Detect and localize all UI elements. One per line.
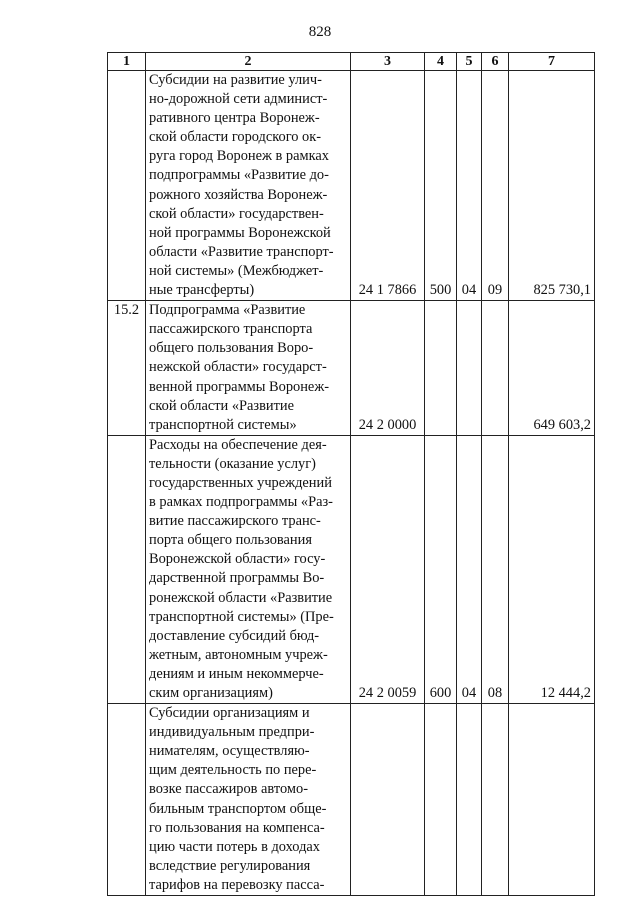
row-vr [425, 704, 457, 896]
name-line: транспортной системы» [149, 416, 297, 433]
name-line: вследствие регулирования [149, 857, 311, 874]
header-col-7: 7 [509, 53, 595, 71]
name-line: тарифов на перевозку пасса- [149, 876, 325, 893]
name-line: доставление субсидий бюд- [149, 627, 320, 644]
row-rz [457, 301, 482, 436]
header-col-3: 3 [351, 53, 425, 71]
row-rz [457, 704, 482, 896]
name-line: Воронежской области» госу- [149, 551, 326, 568]
name-line: общего пользования Воро- [149, 340, 314, 357]
header-col-2: 2 [146, 53, 351, 71]
name-line: венной программы Воронеж- [149, 378, 330, 395]
name-line: государственных учреждений [149, 474, 332, 491]
name-line: ной программы Воронежской [149, 224, 331, 241]
name-line: ной системы» (Межбюджет- [149, 262, 324, 279]
row-pr: 08 [482, 435, 509, 703]
name-line: ской области городского ок- [149, 129, 322, 146]
name-line: ской области» государствен- [149, 205, 324, 222]
name-line: Расходы на обеспечение дея- [149, 436, 327, 453]
header-col-1: 1 [108, 53, 146, 71]
row-code: 24 1 7866 [351, 71, 425, 301]
name-line: рожного хозяйства Воронеж- [149, 186, 328, 203]
table-row [108, 71, 595, 301]
name-line: транспортной системы» (Пре- [149, 608, 334, 625]
row-pr: 09 [482, 71, 509, 301]
row-amount: 649 603,2 [509, 301, 595, 436]
row-code [351, 704, 425, 896]
name-line: ные трансферты) [149, 282, 255, 299]
name-line: тельности (оказание услуг) [149, 455, 316, 472]
row-name [146, 301, 351, 436]
row-number [108, 71, 146, 301]
row-amount: 825 730,1 [509, 71, 595, 301]
row-code: 24 2 0059 [351, 435, 425, 703]
name-line: дарственной программы Во- [149, 570, 325, 587]
name-line: го пользования на компенса- [149, 819, 325, 836]
budget-table [107, 52, 595, 896]
row-number: 15.2 [108, 301, 146, 436]
name-line: нежской области» государст- [149, 359, 327, 376]
row-name [146, 71, 351, 301]
name-line: ронежской области «Развитие [149, 589, 333, 606]
table-row [108, 301, 595, 436]
header-col-4: 4 [425, 53, 457, 71]
name-line: области «Развитие транспорт- [149, 243, 334, 260]
row-vr [425, 301, 457, 436]
name-line: возке пассажиров автомо- [149, 781, 308, 798]
name-line: руга город Воронеж в рамках [149, 148, 329, 165]
row-code: 24 2 0000 [351, 301, 425, 436]
name-line: ской области «Развитие [149, 397, 294, 414]
row-amount: 12 444,2 [509, 435, 595, 703]
name-line: ским организациям) [149, 685, 273, 701]
name-line: подпрограммы «Развитие до- [149, 167, 329, 184]
row-pr [482, 704, 509, 896]
page-number: 828 [308, 24, 332, 40]
row-name [146, 435, 351, 703]
header-col-6: 6 [482, 53, 509, 71]
row-pr [482, 301, 509, 436]
name-line: Подпрограмма «Развитие [149, 302, 306, 319]
row-rz: 04 [457, 435, 482, 703]
name-line: Субсидии организациям и [149, 705, 310, 722]
name-line: Субсидии на развитие улич- [149, 72, 322, 88]
header-row [108, 53, 595, 71]
name-line: жетным, автономным учреж- [149, 646, 328, 663]
row-name [146, 704, 351, 896]
name-line: пассажирского транспорта [149, 321, 313, 338]
name-line: нимателям, осуществляю- [149, 743, 310, 760]
name-line: в рамках подпрограммы «Раз- [149, 494, 333, 511]
name-line: дениям и иным некоммерче- [149, 665, 324, 682]
name-line: витие пассажирского транс- [149, 513, 321, 530]
row-vr: 500 [425, 71, 457, 301]
table-row [108, 435, 595, 703]
row-number [108, 435, 146, 703]
row-rz: 04 [457, 71, 482, 301]
name-line: порта общего пользования [149, 532, 312, 549]
name-line: щим деятельность по пере- [149, 762, 317, 779]
row-vr: 600 [425, 435, 457, 703]
row-amount [509, 704, 595, 896]
table-row [108, 704, 595, 896]
name-line: бильным транспортом обще- [149, 800, 327, 817]
row-number [108, 704, 146, 896]
name-line: но-дорожной сети админист- [149, 91, 328, 108]
header-col-5: 5 [457, 53, 482, 71]
name-line: ративного центра Воронеж- [149, 110, 320, 127]
name-line: индивидуальным предпри- [149, 724, 315, 741]
name-line: цию части потерь в доходах [149, 838, 320, 855]
